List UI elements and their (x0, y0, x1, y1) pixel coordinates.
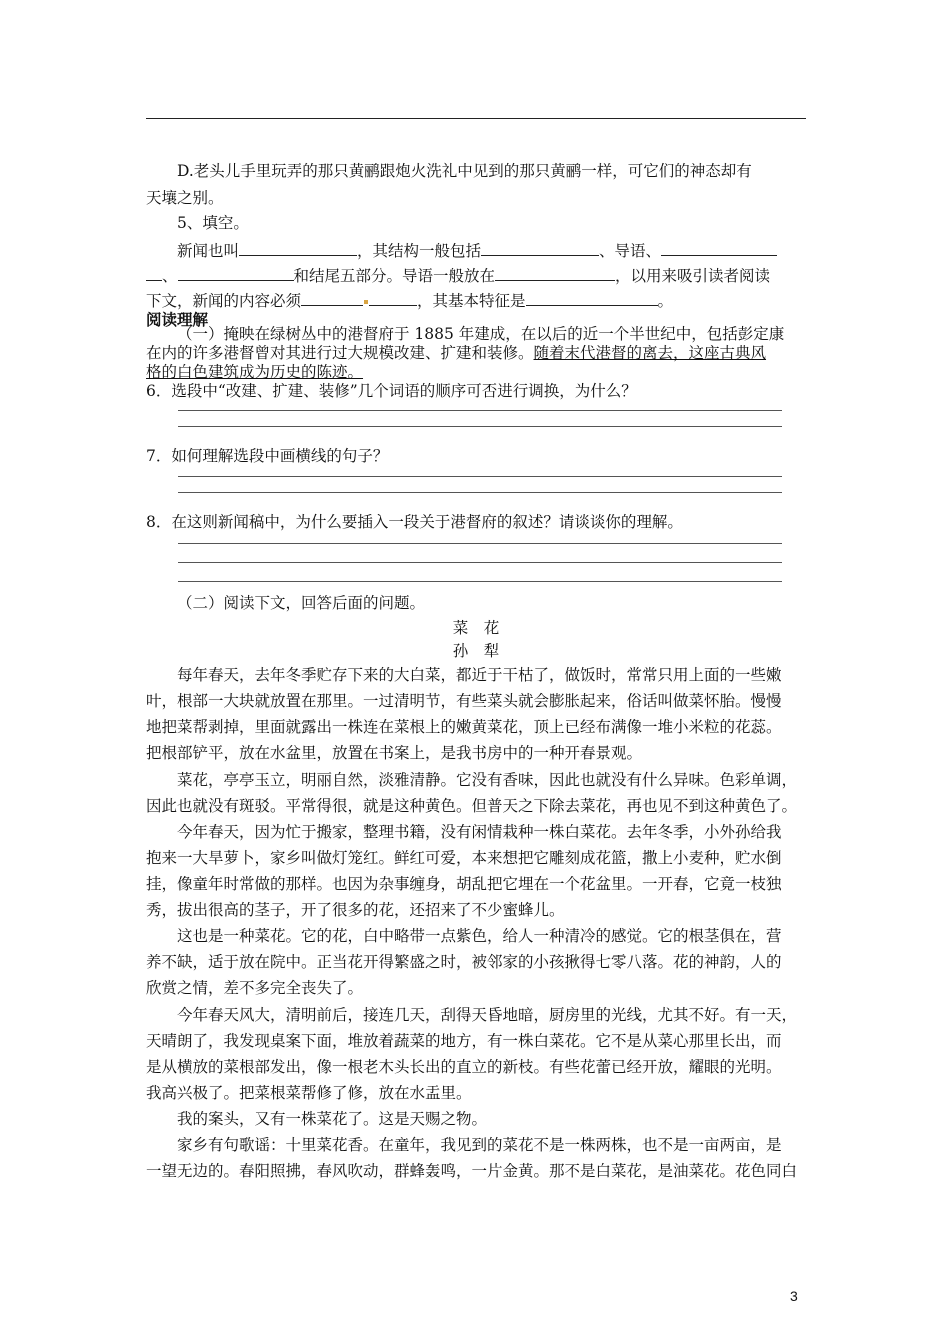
question-8: 8．在这则新闻稿中，为什么要插入一段关于港督府的叙述？请谈谈你的理解。 (146, 513, 683, 531)
q5-blank-4[interactable] (178, 264, 294, 281)
part2-intro: （二）阅读下文，回答后面的问题。 (177, 594, 426, 612)
essay-line: 是从横放的菜根部发出，像一根老木头长出的直立的新枝。有些花蕾已经开放，耀眼的光明。 (146, 1058, 782, 1076)
underlined-sentence-b: 格的白色建筑成为历史的陈迹。 (146, 363, 364, 381)
answer-line[interactable] (178, 426, 782, 427)
q5-blank-5[interactable] (495, 264, 615, 281)
q5-blank-3[interactable] (661, 239, 777, 256)
question-7: 7．如何理解选段中画横线的句子？ (146, 447, 389, 465)
q5-blank-6a[interactable] (301, 289, 363, 306)
answer-line[interactable] (178, 410, 782, 411)
question-6: 6．选段中“改建、扩建、装修”几个词语的顺序可否进行调换，为什么？ (146, 382, 637, 400)
essay-line: 每年春天，去年冬季贮存下来的大白菜，都近于干枯了，做饭时，常常只用上面的一些嫩 (177, 666, 782, 684)
essay-line: 地把菜帮剥掉，里面就露出一株连在菜根上的嫩黄菜花，顶上已经布满像一堆小米粒的花蕊。 (146, 718, 782, 736)
essay-line: 家乡有句歌谣：十里菜花香。在童年，我见到的菜花不是一株两株，也不是一亩两亩，是 (177, 1136, 782, 1154)
answer-line[interactable] (178, 562, 782, 563)
essay-line: 今年春天，因为忙于搬家，整理书籍，没有闲情栽种一株白菜花。去年冬季，小外孙给我 (177, 823, 782, 841)
option-d-line1: D.老头儿手里玩弄的那只黄鹂跟炮火洗礼中见到的那只黄鹂一样，可它们的神态却有 (177, 162, 752, 180)
essay-line: 我高兴极了。把菜根菜帮修了修，放在水盂里。 (146, 1084, 472, 1102)
q5-text-7: 下文，新闻的内容必须 (146, 292, 302, 310)
q5-blank-6b[interactable] (369, 289, 417, 306)
answer-line[interactable] (178, 492, 782, 493)
page-number: 3 (790, 1288, 798, 1304)
essay-line: 养不缺，适于放在院中。正当花开得繁盛之时，被邻家的小孩揪得七零八落。花的神韵，人的 (146, 953, 782, 971)
passage-text: 在内的许多港督曾对其进行过大规模改建、扩建和装修。 (146, 344, 534, 362)
header-rule (146, 118, 806, 119)
answer-line[interactable] (178, 581, 782, 582)
essay-line: 这也是一种菜花。它的花，白中略带一点紫色，给人一种清冷的感觉。它的根茎俱在，营 (177, 927, 782, 945)
q5-text-3: 、导语、 (599, 242, 662, 260)
essay-line: 秀，拔出很高的茎子，开了很多的花，还招来了不少蜜蜂儿。 (146, 901, 565, 919)
essay-line: 菜花，亭亭玉立，明丽自然，淡雅清静。它没有香味，因此也就没有什么异味。色彩单调， (177, 771, 798, 789)
q5-title: 5、填空。 (177, 214, 249, 232)
q5-text-5: 和结尾五部分。导语一般放在 (293, 267, 496, 285)
q5-line1 (146, 239, 837, 262)
q5-blank-3b[interactable] (146, 264, 162, 281)
essay-line: 挂，像童年时常做的那样。也因为杂事缠身，胡乱把它埋在一个花盆里。一开春，它竟一枝独 (146, 875, 782, 893)
q5-text-9: 。 (657, 292, 674, 310)
underlined-sentence-a: 随着末代港督的离去，这座古典风 (533, 344, 767, 362)
essay-line: 一望无边的。春阳照拂，春风吹动，群蜂轰鸣，一片金黄。那不是白菜花，是油菜花。花色同白 (146, 1162, 798, 1180)
q5-text-2: ，其结构一般包括 (357, 242, 482, 260)
essay-line: 今年春天风大，清明前后，接连几天，刮得天昏地暗，厨房里的光线，尤其不好。有一天， (177, 1006, 798, 1024)
q5-blank-2[interactable] (481, 239, 599, 256)
q5-text-8: ，其基本特征是 (417, 292, 526, 310)
essay-line: 叶，根部一大块就放置在那里。一过清明节，有些菜头就会膨胀起来，俗话叫做菜怀胎。慢慢 (146, 692, 782, 710)
q5-text-6: ，以用来吸引读者阅读 (615, 267, 771, 285)
answer-line[interactable] (178, 543, 782, 544)
q5-text-1: 新闻也叫 (177, 242, 240, 260)
q5-text-4: 、 (162, 267, 178, 285)
q5-blank-1[interactable] (239, 239, 357, 256)
highlight-mark-icon (364, 300, 368, 304)
answer-line[interactable] (178, 476, 782, 477)
passage-line2 (146, 344, 806, 363)
essay-author: 孙 犁 (452, 642, 500, 660)
essay-title: 菜 花 (452, 619, 500, 637)
passage-line1: （一）掩映在绿树丛中的港督府于 1885 年建成，在以后的近一个半世纪中，包括彭定康 (177, 325, 785, 343)
q5-line2 (146, 264, 806, 287)
essay-line: 把根部铲平，放在水盆里，放置在书案上，是我书房中的一种开春景观。 (146, 744, 643, 762)
essay-line: 我的案头，又有一株菜花了。这是天赐之物。 (177, 1110, 488, 1128)
q5-blank-7[interactable] (526, 289, 658, 306)
essay-line: 抱来一大旱萝卜，家乡叫做灯笼红。鲜红可爱，本来想把它雕刻成花篮，撒上小麦种，贮水倒 (146, 849, 782, 867)
essay-line: 欣赏之情，差不多完全丧失了。 (146, 979, 364, 997)
reading-heading: 阅读理解 (146, 311, 209, 329)
option-d-line2: 天壤之别。 (146, 189, 224, 207)
essay-line: 天晴朗了，我发现桌案下面，堆放着蔬菜的地方，有一株白菜花。它不是从菜心那里长出，而 (146, 1032, 782, 1050)
essay-line: 因此也就没有斑驳。平常得很，就是这种黄色。但普天之下除去菜花，再也见不到这种黄色了。 (146, 797, 798, 815)
